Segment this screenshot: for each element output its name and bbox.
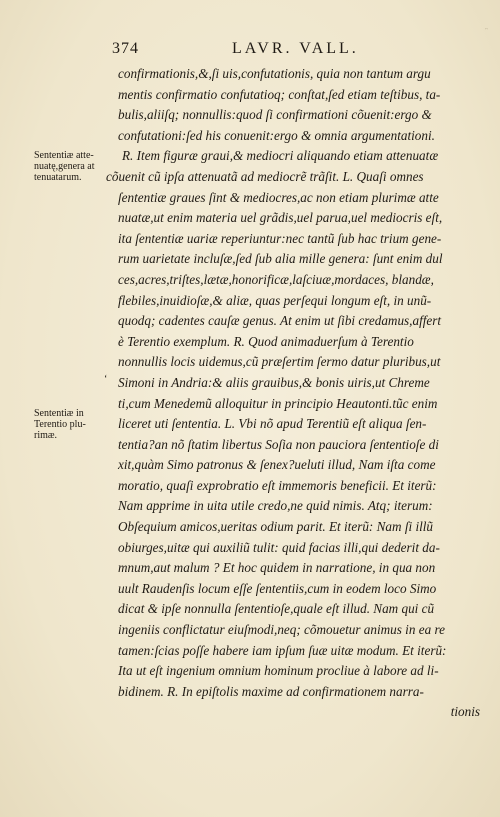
text-line: tentia?an nõ ſtatim libertus Soſia non pauciora ſententioſe di bbox=[118, 436, 439, 452]
marginal-line: Sententiæ in bbox=[34, 408, 84, 419]
text-line: moratio, quaſi exprobratio eſt immemoris beneficii. Et iterũ: bbox=[118, 477, 437, 493]
marginal-note-terentio bbox=[34, 408, 118, 441]
text-line: Obſequium amicos,ueritas odium parit. Et iterũ: Nam ſi illũ bbox=[118, 519, 434, 535]
stray-mark: ‘ bbox=[104, 374, 108, 385]
marginal-line: rimæ. bbox=[34, 430, 58, 441]
text-line: R. Item figuræ graui,& mediocri aliquando etiam attenuatæ bbox=[122, 148, 439, 164]
text-line: ſententiæ graues ſint & mediocres,ac non etiam plurimæ atte bbox=[118, 189, 439, 205]
page-number: 374 bbox=[112, 40, 139, 57]
show-through-mark: ᵔ bbox=[484, 26, 488, 35]
text-line: obiurges,uitæ qui auxiliũ tulit: quid facias illi,qui dederit da- bbox=[118, 539, 440, 555]
marginal-line: tenuatarum. bbox=[34, 172, 82, 183]
text-line: cõuenit cũ ipſa attenuatã ad mediocrẽ trãſit. L. Quaſi omnes bbox=[106, 168, 424, 184]
text-line: confirmationis,&,ſi uis,confutationis, quia non tantum argu bbox=[118, 66, 431, 81]
page-header bbox=[112, 40, 472, 62]
text-line: tamen:ſcias poſſe habere iam ipſum ſuæ uitæ modum. Et iterũ: bbox=[118, 642, 447, 658]
text-line: Nam apprime in uita utile credo,ne quid nimis. Atq; iterum: bbox=[118, 498, 433, 514]
marginal-line: Sententiæ atte- bbox=[34, 150, 94, 161]
body-text bbox=[106, 64, 490, 723]
text-line: nonnullis locis uidemus,cũ præſertim ſermo datur pluribus,ut bbox=[118, 354, 441, 370]
text-line: Ita ut eſt ingenium omnium hominum procliue à labore ad li- bbox=[118, 663, 439, 679]
text-line: ti,cum Menedemũ alloquitur in principio Heautonti.tũc enim bbox=[118, 395, 438, 411]
text-line: rum uarietate incluſæ,ſed ſub alia mille genera: ſunt enim dul bbox=[118, 251, 443, 267]
marginal-line: nuatę,genera at bbox=[34, 161, 95, 172]
text-line: ingeniis conflictatur eiuſmodi,neq; cõmouetur animus in ea re bbox=[118, 622, 445, 638]
text-line: quodq; cadentes cauſæ genus. At enim ut ſibi credamus,affert bbox=[118, 313, 442, 329]
text-line: bulis,aliiſq; nonnullis:quod ſi confirmationi cõuenit:ergo & bbox=[118, 107, 432, 123]
running-head: LAVR. VALL. bbox=[232, 40, 359, 57]
text-line: ces,acres,triſtes,lætæ,honorificæ,laſciuæ,mordaces, blandæ, bbox=[118, 271, 434, 287]
text-line: mnum,aut malum ? Et hoc quidem in narratione, in qua non bbox=[118, 560, 436, 576]
text-line: Simoni in Andria:& aliis grauibus,& bonis uiris,ut Chreme bbox=[118, 374, 430, 390]
text-line: mentis confirmatio confutatioq; conſtat,ſed etiam teſtibus, ta- bbox=[118, 86, 441, 102]
text-line: xit,quàm Simo patronus & ſenex?ueluti illud, Nam iſta come bbox=[118, 457, 436, 473]
text-line: ita ſententiæ uariæ reperiuntur:nec tantũ ſub hac trium gene- bbox=[118, 230, 442, 246]
text-line: uult Raudenſis locum eſſe ſententiis,cum in eodem loco Simo bbox=[118, 580, 437, 596]
text-line: nuatæ,ut enim materia uel grãdis,uel parua,uel mediocris eſt, bbox=[118, 210, 443, 226]
marginal-line: Terentio plu- bbox=[34, 419, 86, 430]
text-line: bidinem. R. In epiſtolis maxime ad confirmationem narra- bbox=[118, 683, 424, 699]
text-line: dicat & ipſe nonnulla ſententioſe,quale eſt illud. Nam qui cũ bbox=[118, 601, 435, 617]
text-line: liceret uti ſententia. L. Vbi nõ apud Terentiũ eſt aliqua ſen- bbox=[118, 416, 427, 432]
text-line: confutationi:ſed his conuenit:ergo & omnia argumentationi. bbox=[118, 127, 435, 143]
text-line: è Terentio exemplum. R. Quod animaduerſum à Terentio bbox=[118, 333, 414, 349]
catchword: tionis bbox=[450, 704, 480, 720]
text-line: flebiles,inuidioſæ,& aliæ, quas perſequi longum eſt, in unũ- bbox=[118, 292, 432, 308]
